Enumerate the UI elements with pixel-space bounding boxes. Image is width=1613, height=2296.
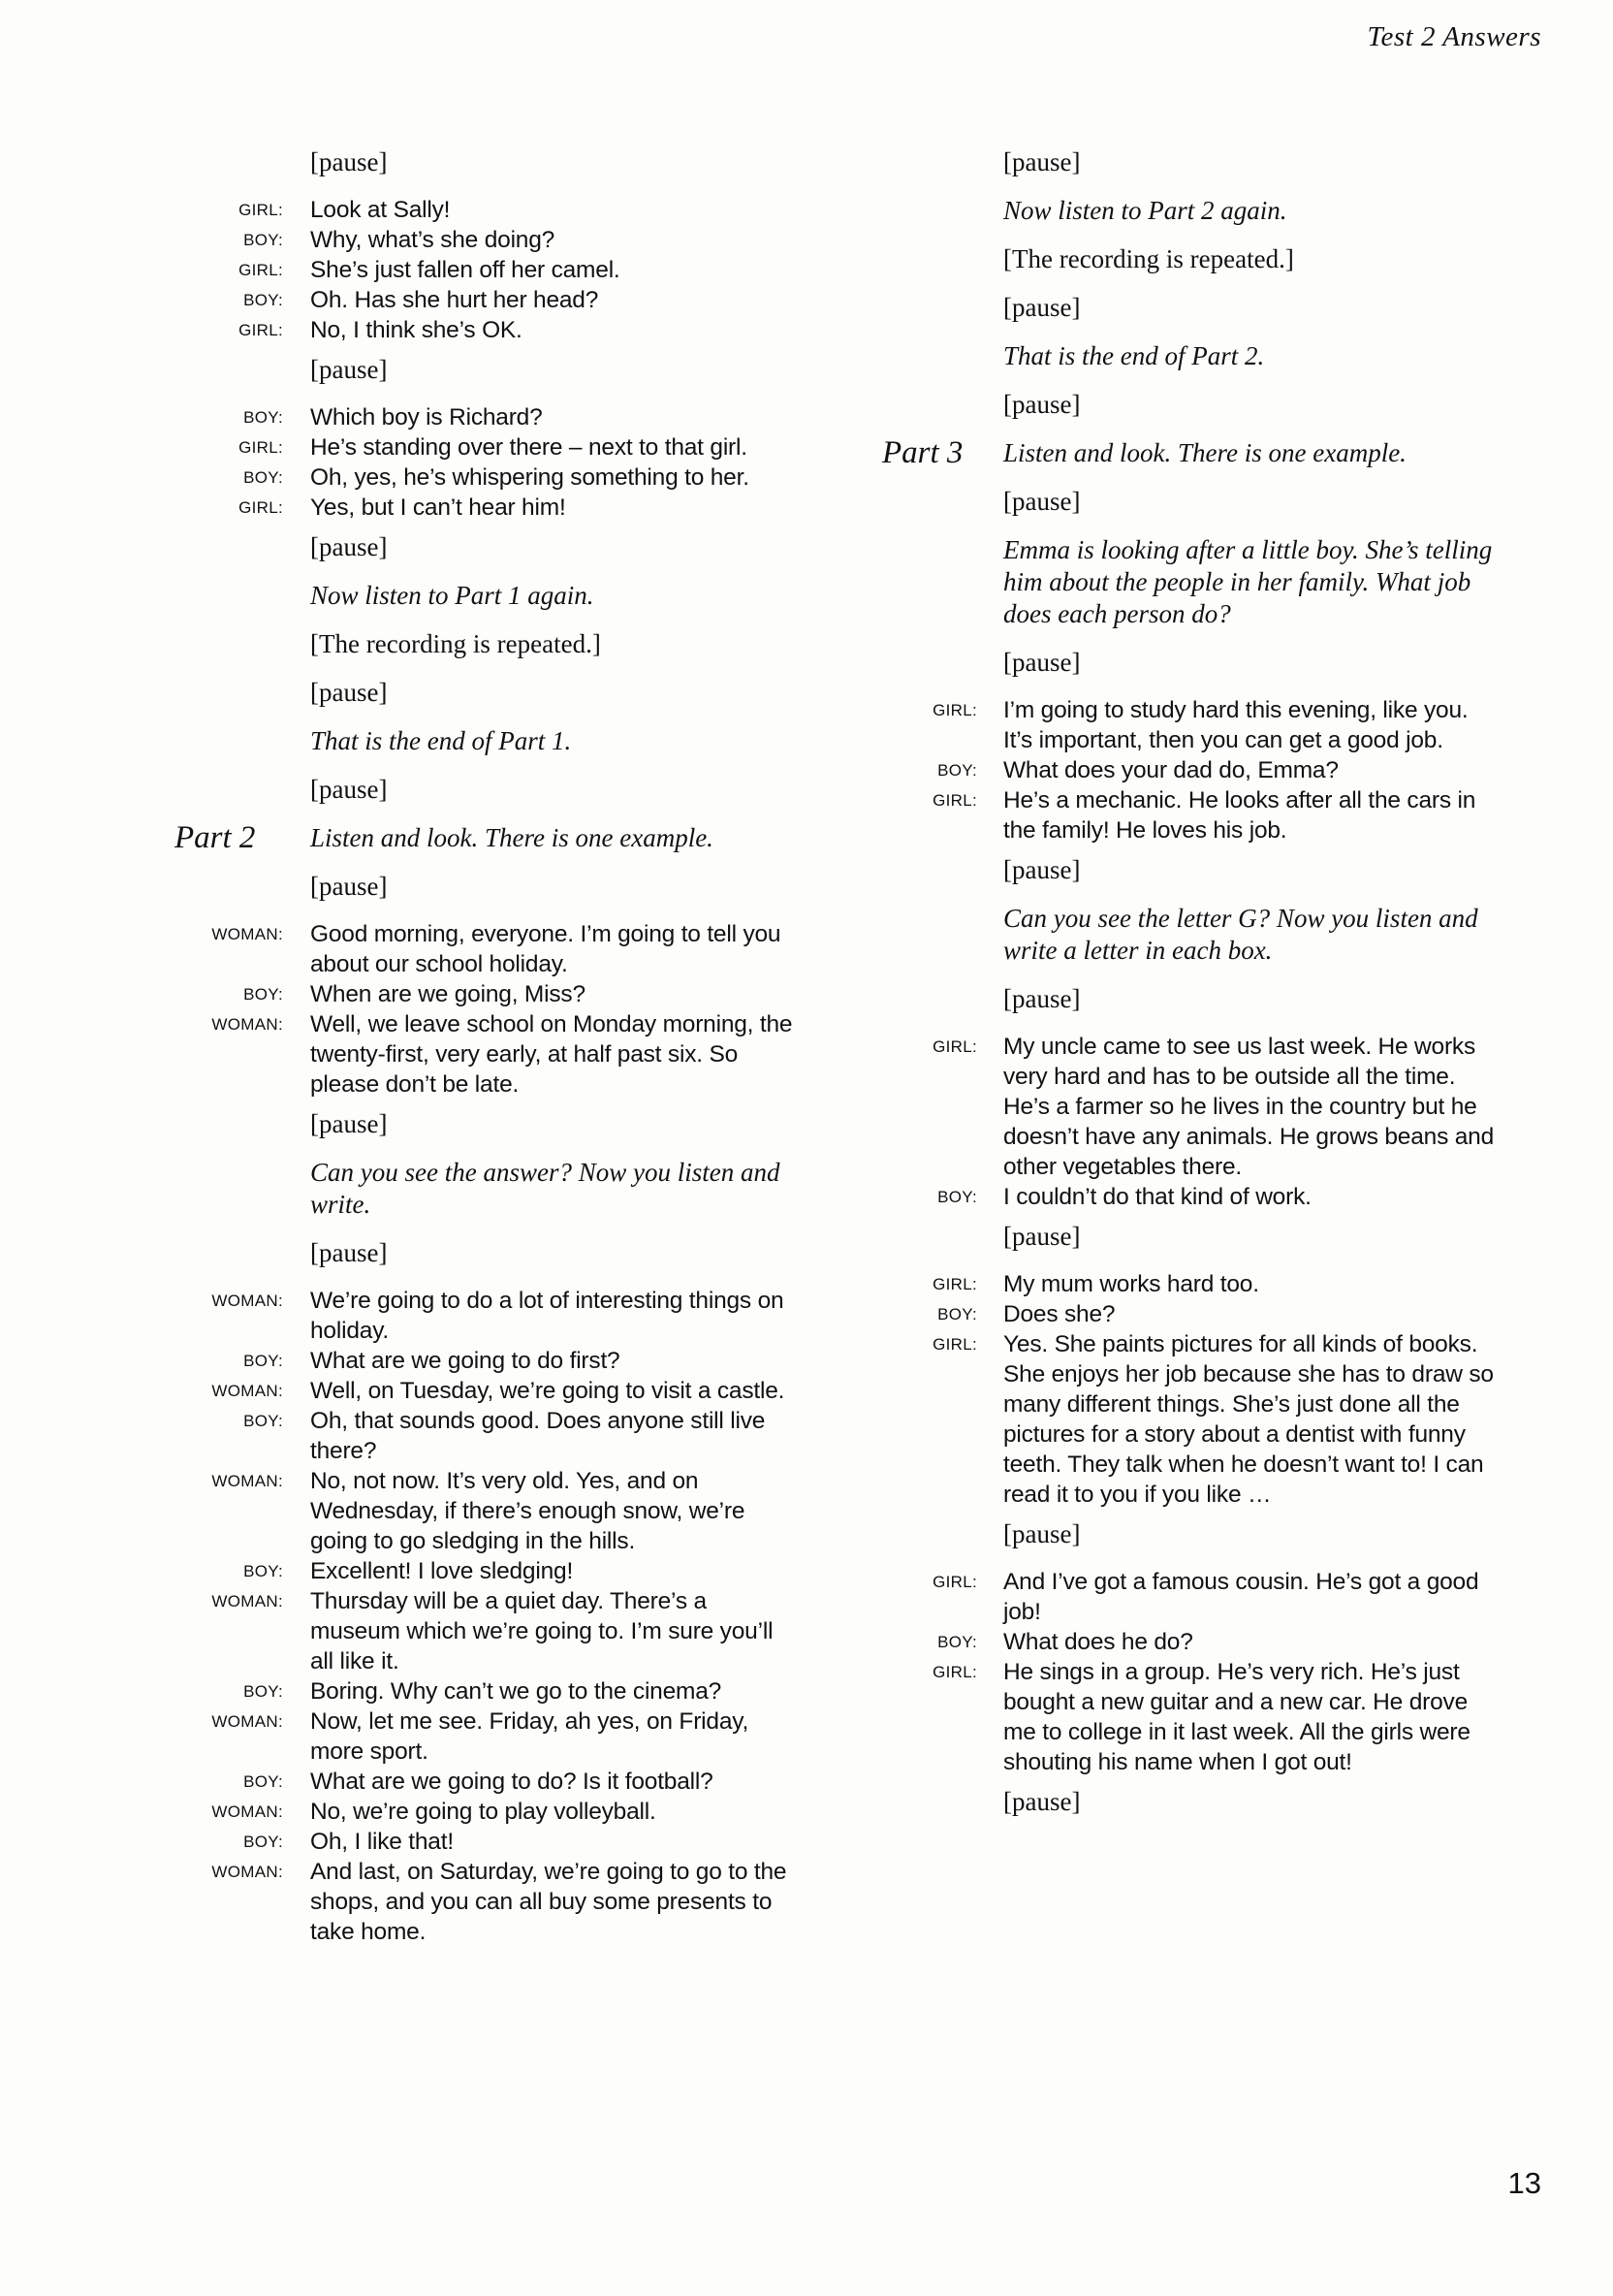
dialogue-text: Oh, I like that! [310, 1829, 454, 1855]
part-label: Part 2 [174, 820, 256, 855]
dialogue-block [872, 1567, 1502, 1777]
dialogue-line [872, 1627, 1502, 1657]
part-heading [174, 822, 795, 854]
speaker-label: GIRL: [238, 438, 283, 457]
pause-marker: [pause] [1003, 984, 1081, 1013]
dialogue-line [872, 1182, 1502, 1212]
dialogue-line [174, 1857, 795, 1947]
page-number: 13 [1507, 2166, 1541, 2200]
dialogue-block [174, 402, 795, 523]
speaker-label: BOY: [243, 1833, 283, 1851]
dialogue-line [872, 1657, 1502, 1777]
speaker-label: BOY: [243, 985, 283, 1004]
speaker-label: BOY: [243, 291, 283, 309]
dialogue-line [174, 1676, 795, 1706]
dialogue-text: Well, on Tuesday, we’re going to visit a castle. [310, 1378, 785, 1404]
dialogue-line [174, 1376, 795, 1406]
left-column [174, 138, 795, 1955]
dialogue-line [174, 1406, 795, 1466]
dialogue-line [872, 695, 1502, 755]
dialogue-line [872, 1567, 1502, 1627]
stage-direction: Emma is looking after a little boy. She’s telling him about the people in her family. What job does each person do? [1003, 535, 1493, 628]
stage-direction: Can you see the answer? Now you listen and write. [310, 1158, 780, 1219]
dialogue-text: Yes. She paints pictures for all kinds of books. She enjoys her job because she has to draw so many different things. She’s just done all the pictures for a story about a dentist with funny teeth. They talk when he doesn’t want to! I can read it to you if you like … [1003, 1331, 1494, 1508]
dialogue-text: No, I think she’s OK. [310, 317, 522, 343]
dialogue-line [872, 1299, 1502, 1329]
dialogue-text: I’m going to study hard this evening, like you. It’s important, then you can get a good job. [1003, 697, 1469, 753]
dialogue-line [174, 1556, 795, 1586]
speaker-label: BOY: [937, 761, 977, 780]
dialogue-text: When are we going, Miss? [310, 981, 585, 1007]
dialogue-text: He’s standing over there – next to that girl. [310, 434, 747, 461]
dialogue-line [174, 1286, 795, 1346]
dialogue-line [174, 432, 795, 462]
pause-marker: [pause] [310, 678, 388, 707]
speaker-label: WOMAN: [211, 1863, 283, 1881]
dialogue-text: Boring. Why can’t we go to the cinema? [310, 1678, 722, 1705]
dialogue-line [174, 1797, 795, 1827]
dialogue-text: He sings in a group. He’s very rich. He’s just bought a new guitar and a new car. He drove me to college in it last week. All the girls were shouting his name when I got out! [1003, 1659, 1471, 1775]
dialogue-line [174, 1767, 795, 1797]
pause-marker: [pause] [310, 147, 388, 176]
speaker-label: WOMAN: [211, 1712, 283, 1731]
pause-marker: [pause] [310, 1109, 388, 1138]
speaker-label: BOY: [243, 1562, 283, 1580]
pause-marker: [pause] [310, 775, 388, 804]
dialogue-line [174, 1827, 795, 1857]
speaker-label: GIRL: [933, 701, 977, 719]
dialogue-text: Oh, that sounds good. Does anyone still live there? [310, 1408, 766, 1464]
pause-marker: [pause] [1003, 648, 1081, 677]
speaker-label: GIRL: [933, 1663, 977, 1681]
speaker-label: GIRL: [933, 1275, 977, 1293]
part-label: Part 3 [882, 435, 964, 470]
dialogue-text: No, not now. It’s very old. Yes, and on Wednesday, if there’s enough snow, we’re going to go sledging in the hills. [310, 1468, 745, 1554]
speaker-label: GIRL: [933, 1573, 977, 1591]
dialogue-line [174, 1009, 795, 1100]
dialogue-block [174, 195, 795, 345]
dialogue-line [872, 1032, 1502, 1182]
dialogue-text: Yes, but I can’t hear him! [310, 494, 566, 521]
dialogue-text: Good morning, everyone. I’m going to tell you about our school holiday. [310, 921, 781, 977]
dialogue-text: Look at Sally! [310, 197, 451, 223]
stage-direction: Now listen to Part 1 again. [310, 581, 594, 610]
dialogue-text: Why, what’s she doing? [310, 227, 555, 253]
speaker-label: WOMAN: [211, 1015, 283, 1034]
stage-direction: Can you see the letter G? Now you listen and write a letter in each box. [1003, 904, 1478, 965]
dialogue-text: And I’ve got a famous cousin. He’s got a good job! [1003, 1569, 1479, 1625]
dialogue-block [872, 695, 1502, 845]
dialogue-text: She’s just fallen off her camel. [310, 257, 620, 283]
speaker-label: GIRL: [933, 791, 977, 810]
pause-marker: [pause] [1003, 1519, 1081, 1548]
dialogue-line [174, 493, 795, 523]
part-heading [872, 437, 1502, 469]
speaker-label: WOMAN: [211, 1472, 283, 1490]
speaker-label: BOY: [243, 408, 283, 427]
speaker-label: BOY: [243, 1412, 283, 1430]
dialogue-text: And last, on Saturday, we’re going to go to the shops, and you can all buy some presents to take home. [310, 1859, 787, 1945]
dialogue-block [872, 1269, 1502, 1510]
dialogue-line [174, 285, 795, 315]
dialogue-block [174, 1286, 795, 1947]
dialogue-line [174, 919, 795, 979]
part-instruction: Listen and look. There is one example. [1003, 438, 1407, 467]
right-column [872, 138, 1502, 1834]
dialogue-line [174, 462, 795, 493]
speaker-label: WOMAN: [211, 925, 283, 943]
speaker-label: WOMAN: [211, 1292, 283, 1310]
dialogue-text: Thursday will be a quiet day. There’s a museum which we’re going to. I’m sure you’ll all like it. [310, 1588, 774, 1674]
dialogue-text: What are we going to do? Is it football? [310, 1769, 713, 1795]
dialogue-text: My uncle came to see us last week. He works very hard and has to be outside all the time. He’s a farmer so he lives in the country but he doesn’t have any animals. He grows beans and other vegetables there. [1003, 1034, 1495, 1180]
speaker-label: GIRL: [238, 201, 283, 219]
pause-marker: [pause] [1003, 855, 1081, 884]
stage-direction: That is the end of Part 2. [1003, 341, 1265, 370]
pause-marker: [pause] [1003, 1222, 1081, 1251]
dialogue-line [174, 225, 795, 255]
dialogue-text: No, we’re going to play volleyball. [310, 1799, 656, 1825]
dialogue-text: Oh, yes, he’s whispering something to her. [310, 464, 749, 491]
dialogue-line [872, 1329, 1502, 1510]
dialogue-line [174, 1586, 795, 1676]
dialogue-text: Oh. Has she hurt her head? [310, 287, 599, 313]
pause-marker: [pause] [1003, 1787, 1081, 1816]
speaker-label: BOY: [937, 1305, 977, 1323]
dialogue-text: We’re going to do a lot of interesting things on holiday. [310, 1288, 784, 1344]
dialogue-line [174, 1706, 795, 1767]
dialogue-text: I couldn’t do that kind of work. [1003, 1184, 1312, 1210]
dialogue-line [872, 755, 1502, 785]
dialogue-text: Does she? [1003, 1301, 1116, 1327]
speaker-label: BOY: [243, 1772, 283, 1791]
pause-marker: [pause] [1003, 487, 1081, 516]
speaker-label: BOY: [937, 1188, 977, 1206]
dialogue-line [872, 785, 1502, 845]
speaker-label: BOY: [937, 1633, 977, 1651]
pause-marker: [pause] [310, 872, 388, 901]
speaker-label: GIRL: [238, 261, 283, 279]
speaker-label: WOMAN: [211, 1802, 283, 1821]
dialogue-text: Now, let me see. Friday, ah yes, on Friday, more sport. [310, 1708, 749, 1765]
stage-direction: Now listen to Part 2 again. [1003, 196, 1287, 225]
dialogue-line [174, 195, 795, 225]
dialogue-text: What does your dad do, Emma? [1003, 757, 1339, 783]
speaker-label: GIRL: [238, 498, 283, 517]
page-header: Test 2 Answers [1367, 21, 1541, 52]
speaker-label: BOY: [243, 1352, 283, 1370]
dialogue-text: My mum works hard too. [1003, 1271, 1259, 1297]
dialogue-text: Excellent! I love sledging! [310, 1558, 574, 1584]
speaker-label: WOMAN: [211, 1592, 283, 1610]
dialogue-line [872, 1269, 1502, 1299]
dialogue-line [174, 1346, 795, 1376]
pause-marker: [pause] [1003, 147, 1081, 176]
pause-marker: [pause] [310, 1238, 388, 1267]
pause-marker: [The recording is repeated.] [310, 629, 601, 658]
speaker-label: BOY: [243, 231, 283, 249]
stage-direction: That is the end of Part 1. [310, 726, 572, 755]
dialogue-block [872, 1032, 1502, 1212]
dialogue-block [174, 919, 795, 1100]
dialogue-line [174, 402, 795, 432]
speaker-label: GIRL: [238, 321, 283, 339]
dialogue-text: What are we going to do first? [310, 1348, 620, 1374]
speaker-label: WOMAN: [211, 1382, 283, 1400]
speaker-label: GIRL: [933, 1037, 977, 1056]
dialogue-line [174, 315, 795, 345]
pause-marker: [pause] [1003, 390, 1081, 419]
speaker-label: BOY: [243, 468, 283, 487]
dialogue-text: Well, we leave school on Monday morning, the twenty-first, very early, at half past six. So please don’t be late. [310, 1011, 793, 1098]
dialogue-text: What does he do? [1003, 1629, 1193, 1655]
speaker-label: GIRL: [933, 1335, 977, 1354]
dialogue-line [174, 1466, 795, 1556]
pause-marker: [pause] [1003, 293, 1081, 322]
pause-marker: [pause] [310, 355, 388, 384]
dialogue-text: Which boy is Richard? [310, 404, 543, 430]
part-instruction: Listen and look. There is one example. [310, 823, 713, 852]
dialogue-text: He’s a mechanic. He looks after all the cars in the family! He loves his job. [1003, 787, 1476, 844]
dialogue-line [174, 255, 795, 285]
pause-marker: [The recording is repeated.] [1003, 244, 1294, 273]
dialogue-line [174, 979, 795, 1009]
pause-marker: [pause] [310, 532, 388, 561]
speaker-label: BOY: [243, 1682, 283, 1701]
